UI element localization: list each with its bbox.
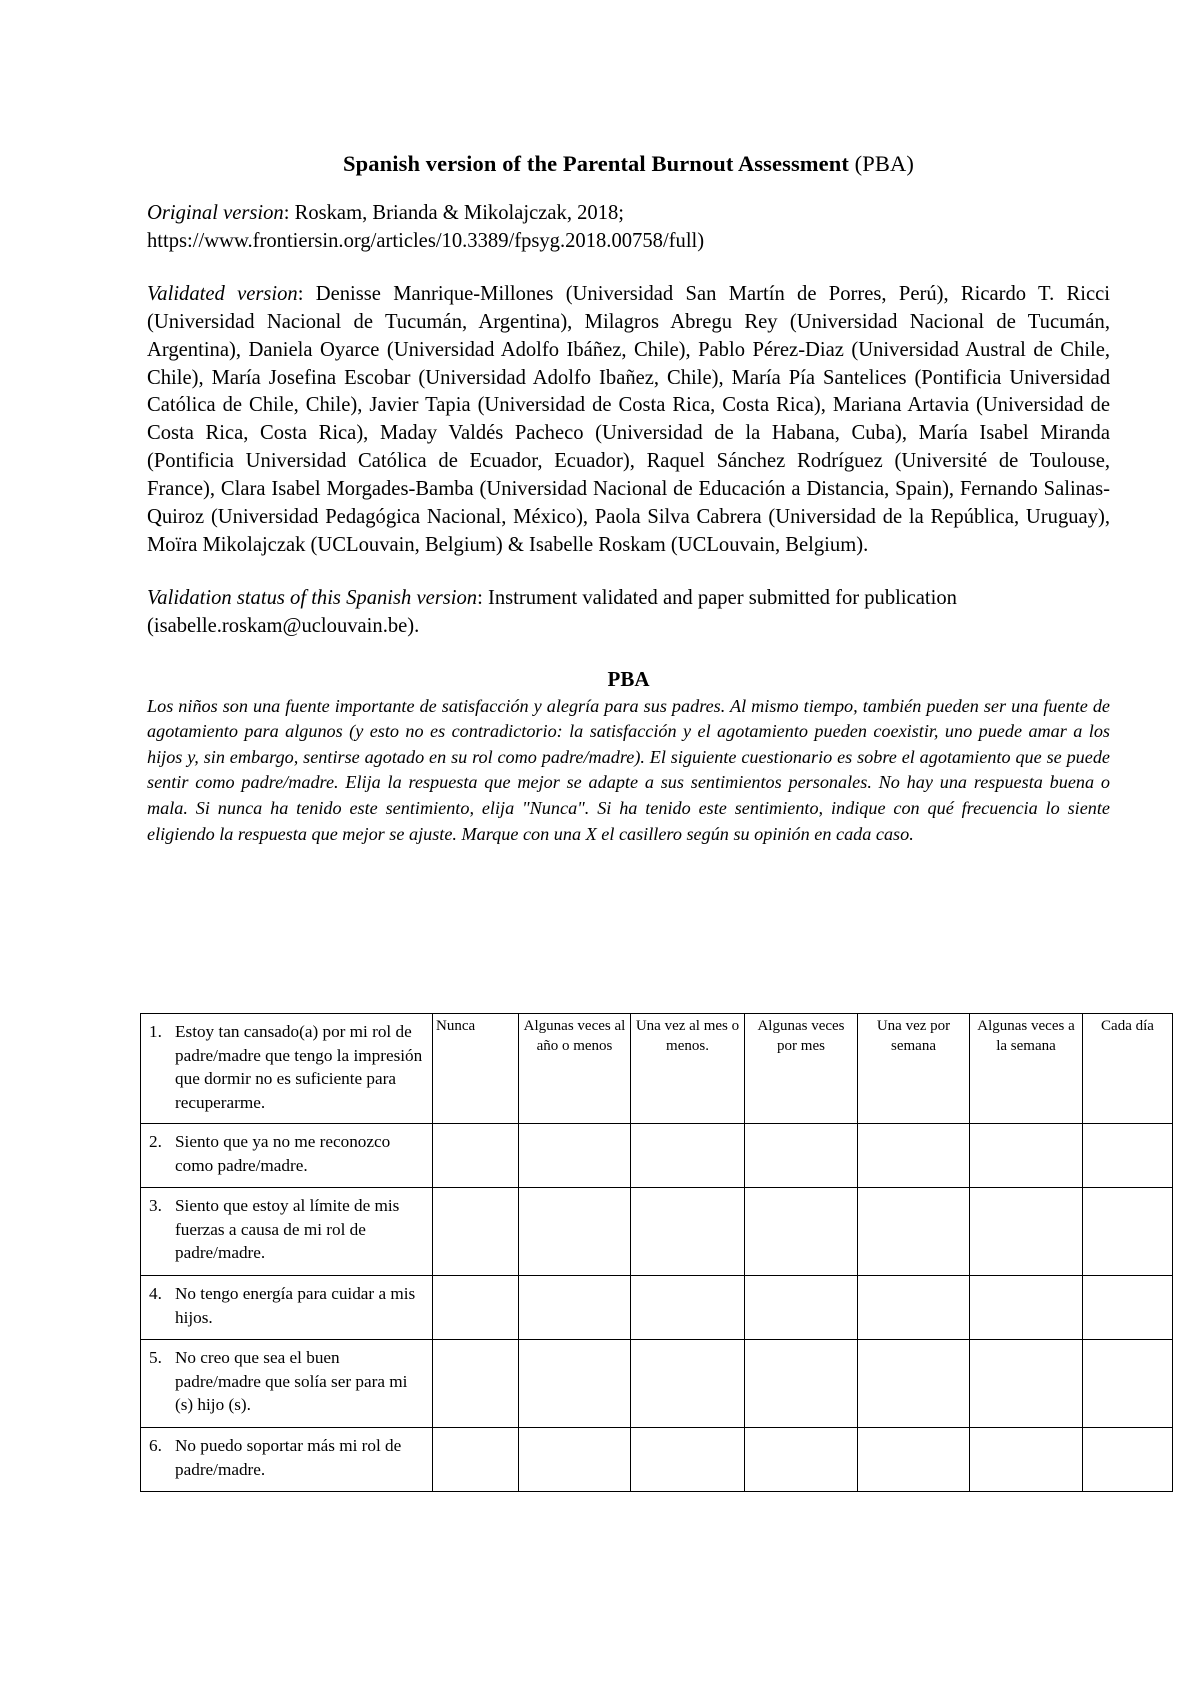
instructions-text: Los niños son una fuente importante de satisfacción y alegría para sus padres. Al mismo tiempo, también pueden ser una fuente de agotamiento para algunos (y esto no es contradictorio: la satisfacción y el agotamiento pueden coexistir, uno puede amar a los hijos y, sin embargo, sentirse agotado en su rol como padre/madre). El siguiente cuestionario es sobre el agotamiento que se puede sentir como padre/madre. Elija la respuesta que mejor se adapte a sus sentimientos personales. No hay una respuesta buena o mala. Si nunca ha tenido este sentimiento, elija "Nunca". Si ha tenido este sentimiento, indique con qué frecuencia lo siente eligiendo la respuesta que mejor se ajuste. Marque con una X el casillero según su opinión en cada caso.: [147, 695, 1110, 844]
item-text: Estoy tan cansado(a) por mi rol de padre/madre que tengo la impresión que dormir no es suficiente para recuperarme.: [175, 1022, 423, 1112]
answer-cell[interactable]: [858, 1124, 970, 1188]
option-label: Una vez al mes o menos.: [635, 1018, 740, 1054]
answer-cell[interactable]: [519, 1124, 631, 1188]
answer-cell[interactable]: [631, 1428, 745, 1492]
answer-cell[interactable]: [631, 1188, 745, 1276]
answer-cell[interactable]: [970, 1276, 1083, 1340]
option-header-cell[interactable]: [745, 1014, 858, 1124]
answer-cell[interactable]: [519, 1188, 631, 1276]
item-number: 5.: [149, 1348, 162, 1367]
item-cell: [141, 1124, 433, 1188]
option-label: Cada día: [1101, 1018, 1154, 1034]
validation-status-text: : Instrument validated and paper submitted for publication (isabelle.roskam@uclouvain.be).: [147, 586, 957, 637]
answer-cell[interactable]: [1083, 1124, 1173, 1188]
item-cell: [141, 1428, 433, 1492]
option-header-cell[interactable]: [519, 1014, 631, 1124]
table-row: [141, 1188, 1173, 1276]
title-bold: Spanish version of the Parental Burnout Assessment: [343, 151, 855, 176]
answer-cell[interactable]: [1083, 1188, 1173, 1276]
answer-cell[interactable]: [631, 1340, 745, 1428]
item-number: 1.: [149, 1022, 162, 1041]
answer-cell[interactable]: [1083, 1276, 1173, 1340]
table-row: [141, 1276, 1173, 1340]
validated-version-label: Validated version: [147, 282, 298, 305]
item-wrap: [149, 1434, 426, 1481]
item-text: No tengo energía para cuidar a mis hijos.: [175, 1284, 416, 1327]
answer-cell[interactable]: [970, 1188, 1083, 1276]
item-number: 2.: [149, 1132, 162, 1151]
item-wrap: [149, 1346, 426, 1417]
pba-table-body: [141, 1014, 1173, 1492]
answer-cell[interactable]: [433, 1340, 519, 1428]
item-text: Siento que estoy al límite de mis fuerzas a causa de mi rol de padre/madre.: [175, 1196, 400, 1262]
answer-cell[interactable]: [858, 1188, 970, 1276]
document-title: [147, 150, 1110, 178]
answer-cell[interactable]: [1083, 1428, 1173, 1492]
item-text: Siento que ya no me reconozco como padre/madre.: [175, 1132, 391, 1175]
table-row: [141, 1340, 1173, 1428]
validated-version-paragraph: [147, 281, 1110, 560]
answer-cell[interactable]: [858, 1428, 970, 1492]
answer-cell[interactable]: [745, 1428, 858, 1492]
option-header-cell[interactable]: [433, 1014, 519, 1124]
item-text: No creo que sea el buen padre/madre que solía ser para mi (s) hijo (s).: [175, 1348, 408, 1414]
answer-cell[interactable]: [745, 1340, 858, 1428]
answer-cell[interactable]: [858, 1340, 970, 1428]
option-header-cell[interactable]: [858, 1014, 970, 1124]
original-version-label: Original version: [147, 202, 284, 224]
answer-cell[interactable]: [745, 1124, 858, 1188]
pba-heading: PBA: [607, 666, 650, 691]
item-wrap: [149, 1020, 426, 1114]
table-row: [141, 1124, 1173, 1188]
option-label: Algunas veces a la semana: [977, 1018, 1075, 1054]
item-wrap: [149, 1130, 426, 1177]
option-label: Una vez por semana: [876, 1018, 951, 1054]
option-label: Algunas veces por mes: [757, 1018, 845, 1054]
answer-cell[interactable]: [519, 1276, 631, 1340]
original-version-paragraph: [147, 200, 1110, 256]
answer-cell[interactable]: [745, 1188, 858, 1276]
item-cell: [141, 1188, 433, 1276]
item-cell: [141, 1340, 433, 1428]
answer-cell[interactable]: [519, 1340, 631, 1428]
answer-cell[interactable]: [519, 1428, 631, 1492]
answer-cell[interactable]: [745, 1276, 858, 1340]
pba-questionnaire-table: [140, 1013, 1173, 1492]
option-header-cell[interactable]: [631, 1014, 745, 1124]
answer-cell[interactable]: [858, 1276, 970, 1340]
original-version-text: : Roskam, Brianda & Mikolajczak, 2018; https://www.frontiersin.org/articles/10.3389/fpsyg.2018.00758/full): [147, 202, 705, 252]
answer-cell[interactable]: [970, 1428, 1083, 1492]
answer-cell[interactable]: [433, 1428, 519, 1492]
answer-cell[interactable]: [631, 1276, 745, 1340]
item-cell: [141, 1276, 433, 1340]
document-page: [147, 150, 1110, 847]
item-wrap: [149, 1194, 426, 1265]
answer-cell[interactable]: [1083, 1340, 1173, 1428]
item-text: No puedo soportar más mi rol de padre/madre.: [175, 1436, 402, 1479]
item-wrap: [149, 1282, 426, 1329]
answer-cell[interactable]: [970, 1340, 1083, 1428]
answer-cell[interactable]: [631, 1124, 745, 1188]
table-row: [141, 1428, 1173, 1492]
option-label: Algunas veces al año o menos: [523, 1018, 626, 1054]
option-label: Nunca: [436, 1018, 476, 1034]
answer-cell[interactable]: [433, 1188, 519, 1276]
title-normal: (PBA): [854, 151, 914, 176]
item-number: 4.: [149, 1284, 162, 1303]
validated-version-text: : Denisse Manrique-Millones (Universidad San Martín de Porres, Perú), Ricardo T. Ricci (Universidad Nacional de Tucumán, Argentina), Milagros Abregu Rey (Universidad Nacional de Tucumán, Argentina), Daniela Oyarce (Universidad Adolfo Ibáñez, Chile), Pablo Pérez-Diaz (Universidad Austral de Chile, Chile), María Josefina Escobar (Universidad Adolfo Ibañez, Chile), María Pía Santelices (Pontificia Universidad Católica de Chile, Chile), Javier Tapia (Universidad de Costa Rica, Costa Rica), Mariana Artavia (Universidad de Costa Rica, Costa Rica), Maday Valdés Pacheco (Universidad de la Habana, Cuba), María Isabel Miranda (Pontificia Universidad Católica de Ecuador, Ecuador), Raquel Sánchez Rodríguez (Université de Toulouse, France), Clara Isabel Morgades-Bamba (Universidad Nacional de Educación a Distancia, Spain), Fernando Salinas-Quiroz (Universidad Pedagógica Nacional, México), Paola Silva Cabrera (Universidad de la República, Uruguay), Moïra Mikolajczak (UCLouvain, Belgium) & Isabelle Roskam (UCLouvain, Belgium).: [147, 282, 1111, 556]
validation-status-paragraph: [147, 585, 1110, 641]
validation-status-label: Validation status of this Spanish version: [147, 586, 478, 609]
table-row: [141, 1014, 1173, 1124]
option-header-cell[interactable]: [970, 1014, 1083, 1124]
item-cell: [141, 1014, 433, 1124]
answer-cell[interactable]: [970, 1124, 1083, 1188]
option-header-cell[interactable]: [1083, 1014, 1173, 1124]
item-number: 6.: [149, 1436, 162, 1455]
answer-cell[interactable]: [433, 1276, 519, 1340]
item-number: 3.: [149, 1196, 162, 1215]
answer-cell[interactable]: [433, 1124, 519, 1188]
